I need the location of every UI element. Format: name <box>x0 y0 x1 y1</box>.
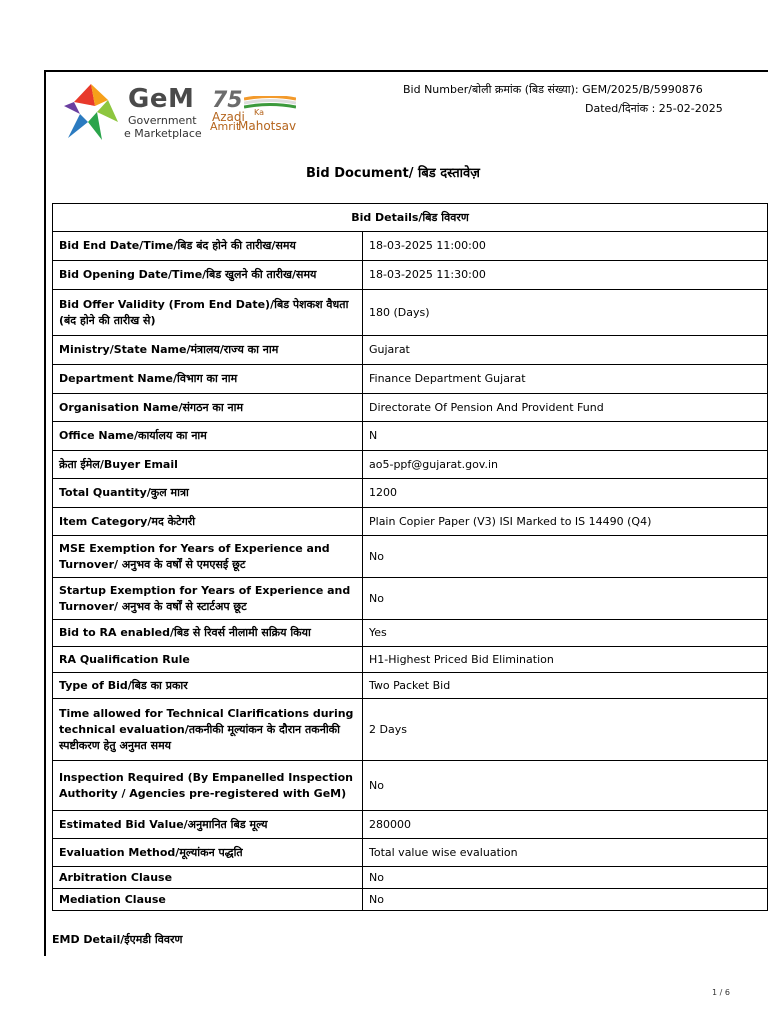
table-row <box>53 578 768 620</box>
table-row <box>53 232 768 261</box>
buyer-email-value: ao5-ppf@gujarat.gov.in <box>363 451 768 479</box>
emd-detail-heading: EMD Detail/ईएमडी विवरण <box>52 933 183 946</box>
row-value: No <box>363 761 768 811</box>
row-value: Plain Copier Paper (V3) ISI Marked to IS 14490 (Q4) <box>363 508 768 536</box>
row-value: No <box>363 867 768 889</box>
row-value: No <box>363 536 768 578</box>
table-row <box>53 365 768 394</box>
row-label: Arbitration Clause <box>53 867 363 889</box>
bid-dated: Dated/दिनांक : 25-02-2025 <box>585 102 723 115</box>
table-row <box>53 867 768 889</box>
table-row <box>53 336 768 365</box>
table-row <box>53 839 768 867</box>
table-header-row <box>53 204 768 232</box>
row-label: RA Qualification Rule <box>53 647 363 673</box>
row-value: Two Packet Bid <box>363 673 768 699</box>
row-label: Bid End Date/Time/बिड बंद होने की तारीख/समय <box>53 232 363 261</box>
row-label: Startup Exemption for Years of Experience and Turnover/ अनुभव के वर्षों से स्टार्टअप छूट <box>53 578 363 620</box>
table-row <box>53 290 768 336</box>
row-value: Gujarat <box>363 336 768 365</box>
row-label: Office Name/कार्यालय का नाम <box>53 422 363 451</box>
azadi-text: Azadi <box>212 110 245 124</box>
row-label: Ministry/State Name/मंत्रालय/राज्य का नाम <box>53 336 363 365</box>
gem-star-icon <box>62 82 120 142</box>
row-value: 180 (Days) <box>363 290 768 336</box>
gem-tagline-1: Government <box>128 114 197 127</box>
row-label: Inspection Required (By Empanelled Inspection Authority / Agencies pre-registered with GeM) <box>53 761 363 811</box>
row-label: Type of Bid/बिड का प्रकार <box>53 673 363 699</box>
row-label: Evaluation Method/मूल्यांकन पद्धति <box>53 839 363 867</box>
table-row <box>53 422 768 451</box>
table-row <box>53 673 768 699</box>
table-row <box>53 394 768 422</box>
row-label: Item Category/मद केटेगरी <box>53 508 363 536</box>
azadi-75: 75 <box>212 88 243 113</box>
row-value: 18-03-2025 11:00:00 <box>363 232 768 261</box>
table-row <box>53 889 768 911</box>
table-row <box>53 811 768 839</box>
table-row <box>53 699 768 761</box>
row-value: Yes <box>363 620 768 647</box>
mahotsav-text: Mahotsav <box>238 119 297 133</box>
row-value: Finance Department Gujarat <box>363 365 768 394</box>
row-value: 18-03-2025 11:30:00 <box>363 261 768 290</box>
gem-wordmark: GeM <box>128 84 195 114</box>
row-value: No <box>363 889 768 911</box>
amrit-text: Amrit <box>210 120 241 133</box>
row-label: Bid Offer Validity (From End Date)/बिड पेशकश वैधता (बंद होने की तारीख से) <box>53 290 363 336</box>
row-value: Directorate Of Pension And Provident Fund <box>363 394 768 422</box>
bid-details-heading: Bid Details/बिड विवरण <box>53 204 768 232</box>
table-row <box>53 261 768 290</box>
table-row <box>53 761 768 811</box>
row-label: Bid Opening Date/Time/बिड खुलने की तारीख/समय <box>53 261 363 290</box>
row-value: No <box>363 578 768 620</box>
azadi-ka-amrit-mahotsav-logo <box>208 88 308 136</box>
row-value: N <box>363 422 768 451</box>
row-value: 280000 <box>363 811 768 839</box>
row-value: 2 Days <box>363 699 768 761</box>
table-row <box>53 451 768 479</box>
row-label: Total Quantity/कुल मात्रा <box>53 479 363 508</box>
table-row <box>53 647 768 673</box>
row-value: Total value wise evaluation <box>363 839 768 867</box>
page-border-left <box>44 70 46 956</box>
row-value: 1200 <box>363 479 768 508</box>
ka-text: Ka <box>254 108 265 117</box>
row-label: क्रेता ईमेल/Buyer Email <box>53 451 363 479</box>
row-label: Estimated Bid Value/अनुमानित बिड मूल्य <box>53 811 363 839</box>
page-number: 1 / 6 <box>712 988 730 997</box>
bid-number: Bid Number/बोली क्रमांक (बिड संख्या): GEM/2025/B/5990876 <box>403 83 703 96</box>
row-label: Organisation Name/संगठन का नाम <box>53 394 363 422</box>
bid-details-table <box>52 203 768 911</box>
table-row <box>53 508 768 536</box>
tricolor-icon <box>244 96 296 110</box>
row-label: Time allowed for Technical Clarifications during technical evaluation/तकनीकी मूल्यांकन के दौरान तकनीकी स्पष्टीकरण हेतु अनुमत समय <box>53 699 363 761</box>
page-border-top <box>44 70 768 72</box>
document-title: Bid Document/ बिड दस्तावेज़ <box>306 166 480 181</box>
table-row <box>53 620 768 647</box>
row-label: Department Name/विभाग का नाम <box>53 365 363 394</box>
table-row <box>53 536 768 578</box>
row-label: MSE Exemption for Years of Experience and Turnover/ अनुभव के वर्षों से एमएसई छूट <box>53 536 363 578</box>
table-row <box>53 479 768 508</box>
gem-tagline-2: e Marketplace <box>124 127 202 140</box>
row-label: Mediation Clause <box>53 889 363 911</box>
row-value: H1-Highest Priced Bid Elimination <box>363 647 768 673</box>
row-label: Bid to RA enabled/बिड से रिवर्स नीलामी सक्रिय किया <box>53 620 363 647</box>
gem-logo <box>62 80 202 144</box>
